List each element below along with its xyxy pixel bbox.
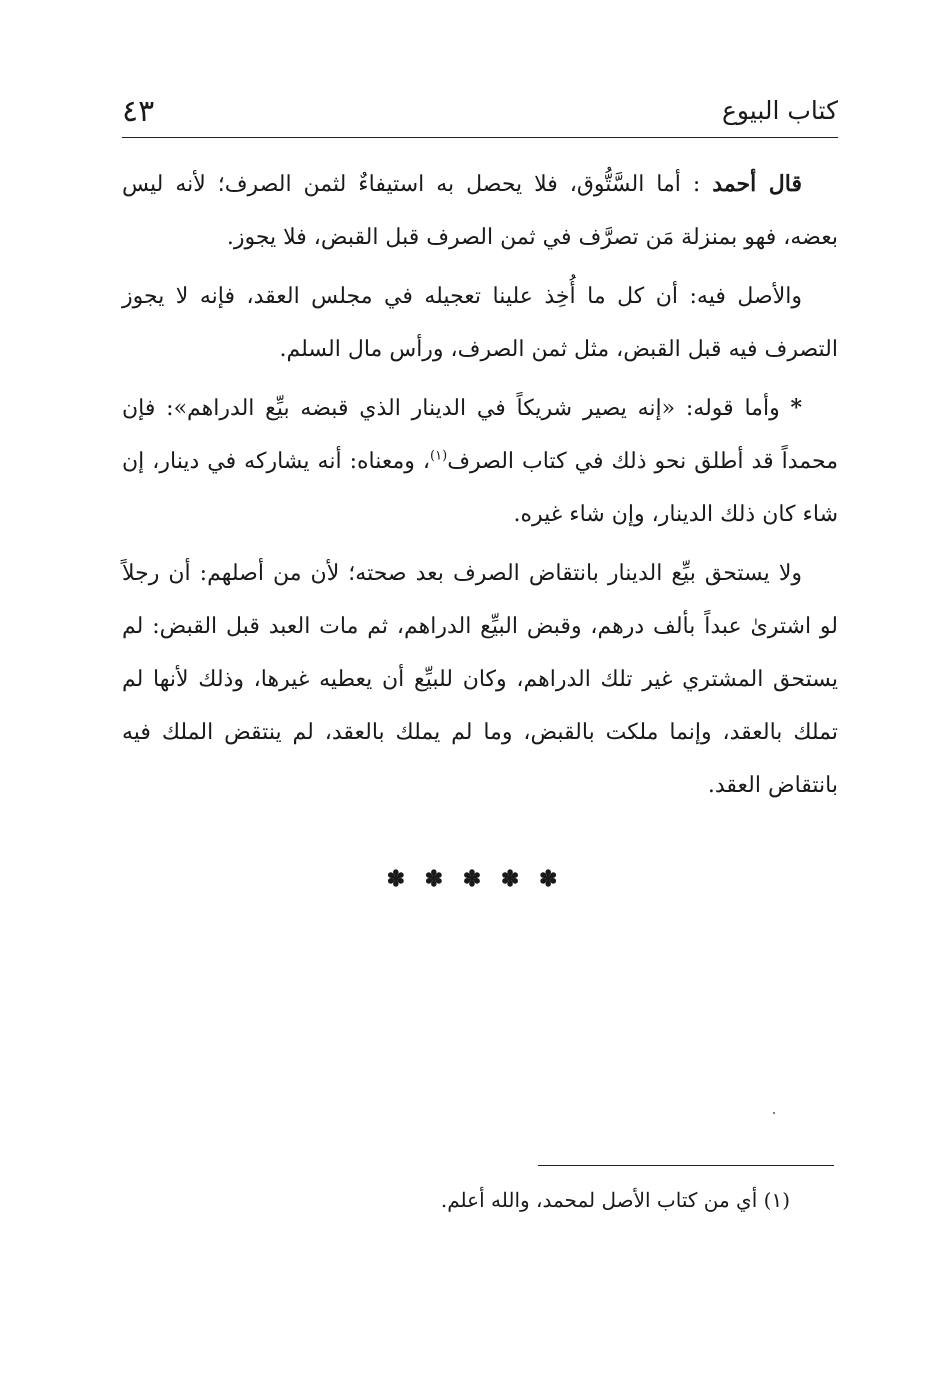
footnote-reference: (١) (430, 448, 448, 464)
paragraph-4-text: ولا يستحق بيِّع الدينار بانتقاض الصرف بعد صحته؛ لأن من أصلهم: أن رجلاً لو اشترىٰ عبداً بألف درهم، وقبض البيِّع الدراهم، ثم مات العبد قبل القبض: لم يستحق المشتري غير تلك الدراهم، وكان للبيِّع أن يعطيه غيرها، وذلك لأنها لم تملك بالعقد، وإنما ملكت بالقبض، وما لم يملك بالعقد، لم ينتقض الملك فيه بانتقاض العقد. (122, 561, 838, 798)
footnote-rule (538, 1165, 834, 1166)
paragraph-1 (122, 158, 838, 264)
footnote: (١) أي من كتاب الأصل لمحمد، والله أعلم. (440, 1188, 790, 1212)
paragraph-3-text-b: ، ومعناه: أنه يشاركه في دينار، إن شاء كان ذلك الدينار، وإن شاء غيره. (122, 449, 838, 527)
paragraph-2 (122, 270, 838, 376)
speaker-name: قال أحمد (712, 171, 803, 197)
stray-dot (773, 1112, 775, 1114)
paragraph-1-text: : أما السَّتُّوق، فلا يحصل به استيفاءٌ لثمن الصرف؛ لأنه ليس بعضه، فهو بمنزلة مَن تصرَّف في ثمن الصرف قبل القبض، فلا يجوز. (122, 172, 838, 250)
page-header (122, 92, 838, 136)
page-number: ٤٣ (122, 94, 155, 129)
paragraph-3 (122, 382, 838, 541)
star-bullet-icon: * (790, 395, 802, 421)
main-text (122, 158, 838, 812)
paragraph-3-text-a: وأما قوله: «إنه يصير شريكاً في الدينار الذي قبضه بيِّع الدراهم»: فإن محمداً قد أطلق نحو ذلك في كتاب الصرف (122, 396, 838, 474)
paragraph-2-text: والأصل فيه: أن كل ما أُخِذ علينا تعجيله في مجلس العقد، فإنه لا يجوز التصرف فيه قبل القبض، مثل ثمن الصرف، ورأس مال السلم. (122, 284, 838, 362)
section-separator: ✽ ✽ ✽ ✽ ✽ (386, 866, 564, 892)
running-title: كتاب البيوع (721, 96, 838, 125)
paragraph-4 (122, 547, 838, 812)
header-rule (122, 137, 838, 138)
